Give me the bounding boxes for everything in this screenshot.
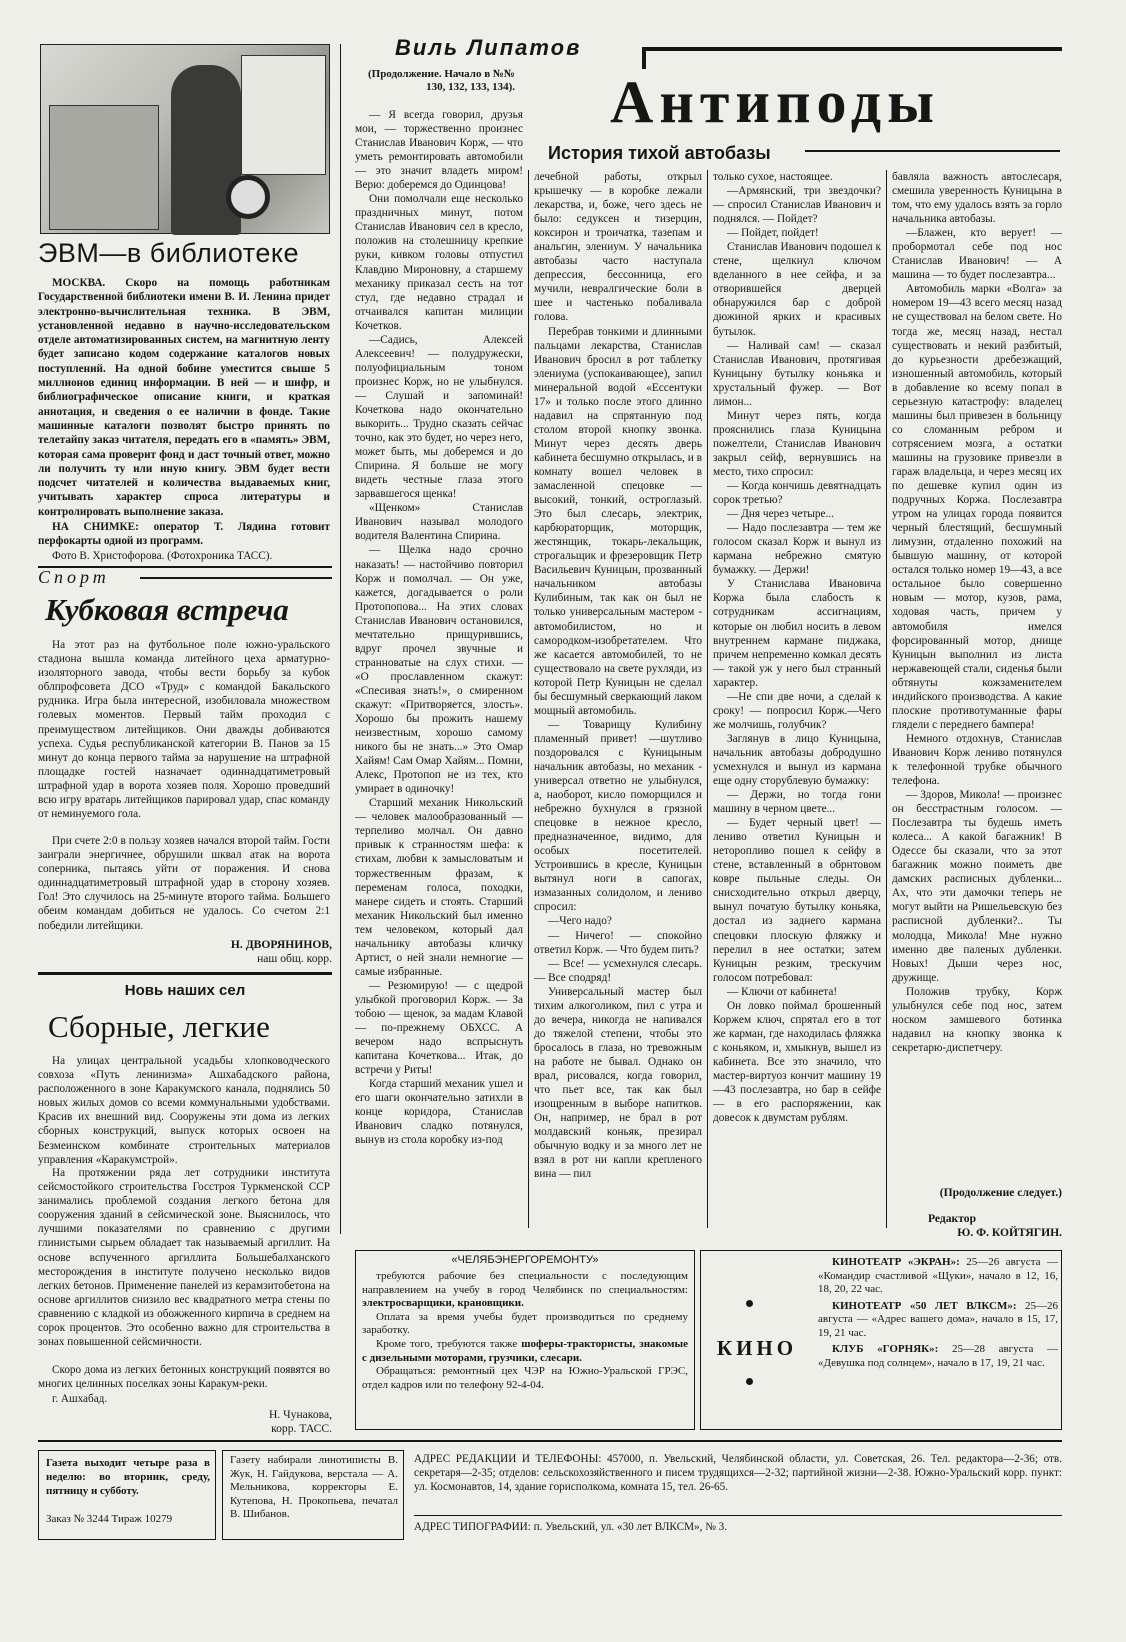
footer-address: АДРЕС РЕДАКЦИИ И ТЕЛЕФОНЫ: 457000, п. Увельский, Челябинской области, ул. Советская, 26. Тел. редактора—2-36; отв. секретаря—2-35; отделов: сельскохозяйственного и писем трудящихся—2-32; партийной жизни—2-38. Южно-Уральский корр. пункт: ул. Космонавтов, 14, здание горисполкома, комната 15, тел. 26-65. (414, 1453, 1062, 1493)
story-col-3 (713, 170, 881, 1230)
sport-p1: На этот раз на футбольное поле южно-уральского стадиона вышла команда литейного цеха арматурно-изоляторного завода, чтобы вести борьбу за кубок облпрофсовета ДСО «Труд» с командой Бакальского рудника. Игра была интересной, изобиловала множеством голевых моментов. Первый тайм проходил с преимуществом литейщиков. Они дважды добиваются успеха. Судья республиканской категории В. Панов за 15 минут до конца первого тайма за нарушение на штрафной площадке гостей назначает одиннадцатиметровый штрафной удар в ворота хозяев поля. Хорошо проведший всю игру вратарь литейщиков парировал удар, спас команду от неминуемого гола. (38, 639, 330, 821)
story-col3-p: Минут через пять, когда прояснились глаза Куницына пожелтели, Станислав Иванович закрыл сейф, вернувшись на место, тихо спросил: (713, 409, 881, 478)
evm-caption: НА СНИМКЕ: оператор Т. Лядина готовит перфокарты одной из программ. (38, 521, 330, 548)
story-col1-p: — Я всегда говорил, друзья мои, — торжественно произнес Станислав Иванович Корж, — что уметь ремонтировать автомобили — это значит владеть миром! Верю: доберемся до Одинцова! (355, 109, 523, 192)
footer-staff: Газету набирали линотиписты В. Жук, Н. Гайдукова, верстала — А. Мельникова, корректоры Е. Кутепова, Н. Прокопьева, печатал В. Шибанов. (230, 1454, 398, 1520)
story-col1-p: — Резюмирую! — с щедрой улыбкой проговорил Корж. — За тобою — щенок, за мадам Клавой — по-прежнему ОБХСС. А вечером надо вспрыснуть капитана Кочеткова... Итак, до встречи у Риты! (355, 979, 523, 1077)
story-col3-p: Он ловко поймал брошенный Коржем ключ, спрятал его в тот же карман, где находилась фляжка с коньяком, и, хмыкнув, вышел из кабинета. Все это значило, что мастер-виртуоз кончит машину 19—43 послезавтра, но бар в сейфе — в его распоряжении, как довесок к двумстам рублям. (713, 999, 881, 1125)
footer-order: Заказ № 3244 Тираж 10279 (46, 1513, 173, 1525)
story-col3-p: —Армянский, три звездочки? — спросил Станислав Иванович и поднялся. — Пойдет? (713, 185, 881, 226)
footer-print-address: АДРЕС ТИПОГРАФИИ: п. Увельский, ул. «30 лет ВЛКСМ», № 3. (414, 1521, 728, 1533)
story-col3-p: — Дня через четыре... (727, 508, 835, 521)
story-col3-p: только сухое, настоящее. (713, 171, 833, 183)
story-col4-p: Положив трубку, Корж улыбнулся себе под нос, затем носком замшевого ботинка надавил на кнопку звонка к секретарю-диспетчеру. (892, 985, 1062, 1054)
villages-author: Н. Чунакова, (268, 1408, 332, 1421)
story-col3-p: — Когда кончишь девятнадцать сорок третью? (713, 480, 881, 507)
kino-e1-text: 25—26 августа — «Командир счастливой «Щуки», начало в 12, 16, 18, 20, 22 час. (818, 1256, 1058, 1295)
story-col3-p: — Держи, но тогда гони машину в черном цвете... (713, 789, 881, 816)
ad-p1-text: требуются рабочие без специальности с последующим направлением на учебу в город Челябинск по специальностям: (362, 1270, 688, 1296)
villages-p2: На протяжении ряда лет сотрудники института сейсмостойкого строительства Госстроя Туркменской ССР занимались проблемой создания легкого бетона для сооружения зданий в сейсмической зоне. Выяснилось, что лучшими показателями по сравнению с другими глинистыми сырьем обладает так называемый аргиллит. На основе вспученного аргиллита Большебалханского месторождения в институте получено несколько видов легких бетонов. Применение панелей из керамзитобетона на основе аргиллитов снизило вес квадратного метра стены по сравнению с кладкой из обожженного кирпича в среднем на сорок процентов. Это особенно важно для строительства в зонах повышенной сейсмичности. (38, 1167, 330, 1349)
story-col-divider-2 (707, 170, 708, 1228)
story-title: Антиподы (610, 69, 940, 135)
ad-p3-text: Кроме того, требуются также (376, 1337, 518, 1350)
story-col3-p: — Ключи от кабинета! (727, 985, 838, 998)
evm-text: МОСКВА. Скоро на помощь работникам Государственной библиотеки имени В. И. Ленина придет электронно-вычислительная техника. В ЭВМ, установленной недавно в научно-исследовательском отделе автоматизированных систем, на магнитную ленту будет записано кодом содержание каталогов новых поступлений. На одной бобине уместится свыше 5 миллионов единиц информации. В ней — и шифр, и библиографическое описание книги, и краткая аннотация, и сведения о ее наличии в фонде. Такие машинные каталоги позволят быстро принять по телетайпу заказ читателя, передать его в «память» ЭВМ, которая сама проверит фонд и даст точный ответ, можно ли получить ту или иную книгу. ЭВМ будет вести подсчет читателей и количества выдаваемых книг, учитывать характер спроса литературы и контролировать выполнение заказа. (38, 277, 330, 518)
evm-headline: ЭВМ—в библиотеке (38, 238, 300, 268)
sport-author-role: наш общ. корр. (257, 952, 332, 965)
column-divider (340, 44, 341, 1234)
story-col4-p: —Блажен, кто верует! — пробормотал себе под нос Станислав Иванович! — А машина — то будет послезавтра... (892, 227, 1062, 282)
photo-operator (40, 44, 330, 234)
ad-p1-bold: электросварщики, крановщики. (362, 1297, 524, 1310)
story-col3-p: Станислав Иванович подошел к стене, щелкнул ключом вделанного в нее сейфа, и за отворившейся дверцей обнаружился бар с доброй дюжиной ярких и красивых бутылок. (713, 241, 881, 338)
story-col2-p: — Все! — усмехнулся слесарь. — Все сподряд! (534, 957, 702, 984)
story-col1-p: Они помолчали еще несколько праздничных минут, потом Станислав Иванович сел в кресло, положив на столешницу крепкие руки, кивком головы отпустил Клавдию Мироновну, а старшему механику приказал сесть на тот стул, где недавно страдал и отчаивался капитан милиции Кочетков. (355, 193, 523, 332)
story-col3-p: У Станислава Ивановича Коржа была слабость к сотрудникам ассигнациям, которые он любил носить в левом внутреннем кармане пиджака, причем непременно комкал десять — такой уж у него был странный характер. (713, 578, 881, 689)
story-col3-p: — Пойдет, пойдет! (727, 227, 819, 240)
kino-e1-name: КИНОТЕАТР «ЭКРАН»: (832, 1256, 960, 1268)
story-col2-p: —Чего надо? (548, 915, 612, 928)
editor-name: Ю. Ф. КОЙТЯГИН. (957, 1226, 1062, 1239)
kino-dot-bottom (746, 1378, 753, 1385)
story-author: Виль Липатов (395, 35, 582, 60)
story-col3-p: — Надо послезавтра — тем же голосом сказал Корж и вынул из кармана небрежно смятую бумажку. — Держи! (713, 522, 881, 577)
title-rule-top (642, 47, 1062, 51)
photo-shelf (241, 55, 326, 175)
ad-text (362, 1270, 688, 1392)
story-col2-p: — Ничего! — спокойно ответил Корж. — Что будем пить? (534, 929, 702, 956)
ad-p1 (362, 1270, 688, 1311)
sport-headline: Кубковая встреча (45, 592, 289, 627)
kino-entry-ekran (818, 1256, 1058, 1297)
story-col3-p: —Не спи две ночи, а сделай к сроку! — попросил Корж.—Чего же молчишь, голубчик? (713, 690, 881, 731)
story-col4-p: Немного отдохнув, Станислав Иванович Корж лениво потянулся к телефонной трубке обычного телефона. (892, 732, 1062, 788)
story-col1-p: Когда старший механик ушел и его шаги окончательно затихли в конце коридора, Станислав Иванович сладко потянулся, вынув из стола коробку из-под (355, 1078, 523, 1147)
divider-sport-villages (38, 972, 332, 975)
story-col-4 (892, 170, 1062, 1182)
villages-headline: Сборные, легкие (48, 1009, 270, 1044)
ad-p3-bold: шоферы-трактористы, знакомые с дизельными моторами, грузчики, слесари. (362, 1337, 688, 1364)
kino-entry-vlksm (818, 1300, 1058, 1341)
footer-rule (38, 1440, 1062, 1442)
evm-credit: Фото В. Христофорова. (Фотохроника ТАСС). (52, 550, 273, 562)
story-col-2 (534, 170, 702, 1230)
villages-p1: На улицах центральной усадьбы хлопководческого совхоза «Путь ленинизма» Ашхабадского района, расположенного в зоне Каракумского канала, поднялись 50 новых жилых домов со всеми коммунальными удобствами. Красив их внешний вид. Сооружены эти дома из легких сборных конструкций, выпуск которых освоен на Безмеинском комбинате строительных материалов управления «Каракумстрой». (38, 1055, 330, 1166)
story-col2-p: Перебрав тонкими и длинными пальцами лекарства, Станислав Иванович бросил в рот таблетку элениума (успокаивающее), запил минеральной водой «Ессентуки 17» и только после этого длинно надавил на спрятанную под столом второй кнопку звонка. Минут через десять дверь кабинета бесшумно открылась, и в комнату вошел человек в замасленной спецовке — высокий, тонкий, остроглазый. Это был слесарь, электрик, карбюраторщик, моторщик, жестянщик, токарь-лекальщик, строгальщик и фрезеровщик Петр Васильевич Куницын, прозванный начальником автобазы Кулибиным, так как он был не только универсальным мастером - автомобилистом, но и самородком-изобретателем. Что же касается автомобилей, то не существовало на свете рухляди, из которой Петр Куницын не сделал бы бесшумный сверкающий лаком мощный автомобиль. (534, 325, 702, 717)
story-col2-p: лечебной работы, открыл крышечку — в коробке лежали лекарства, и, боже, чего здесь не было: седуксен и тизерцин, коксирон и троичатка, тазепам и анальгин, элениум. У начальника автобазы часто наступала депрессия, бессонница, его мучили, невралгические боли в шее и частенько побаливала голова. (534, 171, 702, 324)
villages-p3: Скоро дома из легких бетонных конструкций появятся во многих целинных поселках зоны Каракум-реки. (38, 1364, 330, 1391)
villages-rubric: Новь наших сел (124, 982, 246, 999)
story-subtitle: История тихой автобазы (548, 143, 771, 163)
subtitle-rule (805, 150, 1060, 152)
sport-p2: При счете 2:0 в пользу хозяев начался второй тайм. Гости заиграли энергичнее, обрушили шквал атак на ворота соперника, пытаясь уйти от поражения. И снова одиннадцатиметровый штрафной удар в сторону хозяев. Гол! Это случилось на 25-минуте второго тайма. Большего обеим командам добиться не удалось. Со счетом 2:1 победили литейщики. (38, 835, 330, 932)
story-col3-p: — Будет черный цвет! — ленивo ответил Куницын и неторопливо пошел к сейфу в стене, вставленный в обрнтовом ковре пыльные следы. Он снисходительно открыл дверцу, вынул початую бутылку коньяка, достал из заднего кармана спецовки плоскую фляжку и перелил в нее остатки; затем Куницын резким, трескучим голосом потребовал: (713, 817, 881, 984)
story-end: (Продолжение следует.) (939, 1186, 1062, 1199)
story-col-divider-3 (886, 170, 887, 1228)
story-col4-p: Автомобиль марки «Волга» за номером 19—43 всего месяц назад не существовал на белом свете. Но тогда же, месяц назад, нестал существовать и некий разбитый, до курьезности дребезжащий, изношенный автомобиль, который в добавление ко всему попал в серьезную катастрофу: владелец машины был привезен в больницу со сломанным ребром и сотрясением мозга, а остатки машины на грузовике привезли в гараж владельца, и через месяц их по дешевке купил один из подручных Коржа. Послезавтра утром на улицах города появится черный блестящий, бесшумный лимузин, отдаленно похожий на бывшую машину, от которой остался только номер 19—43, а все остальное было совершенно новым — мотор, кузов, рама, ходовая часть, причем у автомобиля имелся форсированный мотор, днище Куницын выполнил из листа нержавеющей стали, сиденья были обтянуты кожзаменителем индийского производства. А какие плоские противотуманные фары глядели с переднего бампера! (892, 283, 1062, 731)
story-col3-p: — Наливай сам! — сказал Станислав Иванович, протягивая Куницыну бутылку коньяка и хрустальный фужер. — Вот лимон... (713, 339, 881, 408)
kino-entries (818, 1256, 1058, 1370)
sport-rubric: Спорт (38, 567, 110, 587)
kino-e2-text: 25—26 августа — «Адрес вашего дома», начало в 15, 17, 19, 21 час. (818, 1299, 1059, 1339)
ad-title: «ЧЕЛЯБЭНЕРГОРЕМОНТУ» (451, 1254, 599, 1266)
footer-address-rule (414, 1515, 1062, 1516)
story-col1-p: —Садись, Алексей Алексеевич! — полудружески, полуофициальным тоном произнес Корж, но не улыбнулся. — Слушай и запоминай! Кочеткова надо окончательно выкорить... Трудно сказать сейчас точно, как это будет, но через него, может быть, мы доберемся и до Спирина. Я больше не могу видеть честные глаза этого зарвавшегося щенка! (355, 333, 523, 501)
story-col2-p: Универсальный мастер был тихим алкоголиком, пил с утра и до вечера, никогда не напивался до тяжелой степени, чтобы это бросалось в глаза, но тревожным на работе не бывал. Однако он врал, рисовался, когда говорил, что пьет все, так как был изощренным в выборе напитков. Он, например, не брал в рот молдавский коньяк, презирал обычную водку и за много лет не взял в рот ни капли крепленого вина — пил (534, 985, 702, 1181)
kino-e3-name: КЛУБ «ГОРНЯК»: (832, 1343, 939, 1355)
story-col2-p: — Товарищу Кулибину пламенный привет! —шутливо поздоровался с Куницыным начальник автобазы, но механик - универсал ответно не улыбнулся, а, наоборот, кисло поморщился и небрежно бухнулся в грязной спецовке в нежное кресло, предназначенное, видимо, для особых посетителей. Устроившись в кресле, Куницын вытянул ноги в сапогах, измазанных солидолом, и лениво спросил: (534, 718, 702, 914)
footer-schedule: Газета выходит четыре раза в неделю: во вторник, среду, пятницу и субботу. (46, 1457, 210, 1497)
divider-sport-line (140, 577, 332, 579)
story-col1-p: Старший механик Никольский — человек малообразованный — терпеливо молчал. Он давно привык к странностям шефа: к стихам, любви к замысловатым и торжественным фразам, к переменам голоса, походки, манере сидеть и стоять. Старший механик Никольский был именно тем человеком, который дал начальнику автобазы кличку Артист, о ней знали немногие — самые избранные. (355, 797, 523, 978)
story-col-1 (355, 108, 523, 1228)
kino-label: КИНО (716, 1336, 798, 1360)
sport-author: Н. ДВОРЯНИНОВ, (230, 938, 332, 951)
villages-place: г. Ашхабад. (52, 1393, 108, 1405)
story-col4-p: — Здоров, Микола! — произнес он бесстрастным голосом. — Послезавтра ты будешь иметь колеса... А какой багажник! В Одессе бы сказали, что за этот багажник можно поиметь две дамских расписных дубленки... Ах, что эти дамочки теперь не могут выйти на Ришельевскую без расписной дубленки?.. Ты молодца, Микола! Мне нужно именно две паленых дубленки. Новых! Дыши через нос, дружище. (892, 789, 1062, 984)
story-col1-p: «Щенком» Станислав Иванович называл молодого водителя Валентина Спирина. (355, 502, 523, 543)
story-col1-p: — Щелка надо срочно наказать! — настойчиво повторил Корж и помолчал. — Он уже, кажется, догадывается о роли Протопопова... На этих словах Станислав Иванович остановился, мечтательно прищурившись, вдруг прочел звучные и странноватые на слух стихи. — «О прославленном скажут: «Спесивая знать!», о смиренном скажут: «Притворяется, злость». Хорошо бы прожить нашему неизвестным, хорошо самому никого бы не знать...» Это Омар Хайям! Сам Омар Хайям... Помни, Алекс, Протопоп не из тех, кто умирает в одиночку! (355, 544, 523, 796)
story-col-divider-1 (528, 170, 529, 1228)
editor-label: Редактор (927, 1212, 977, 1225)
story-col4-p: бавляла важность автослесаря, смешила уверенность Куницына в том, что ему удалось взять за горло начальника автобазы. (892, 171, 1062, 226)
ad-p3 (362, 1338, 688, 1365)
kino-e3-text: 25—28 августа — «Девушка под солнцем», начало в 17, 19, 21 час. (818, 1343, 1058, 1369)
photo-cabinet (49, 105, 159, 230)
kino-entry-gornyak (818, 1343, 1058, 1370)
kino-e2-name: КИНОТЕАТР «50 ЛЕТ ВЛКСМ»: (832, 1299, 1017, 1312)
villages-author-role: корр. ТАСС. (271, 1422, 332, 1435)
photo-reel (226, 175, 270, 219)
kino-dot-top (746, 1300, 753, 1307)
story-continuation: (Продолжение. Начало в №№ 130, 132, 133, 134). (367, 68, 515, 93)
ad-p4: Обращаться: ремонтный цех ЧЭР на Южно-Уральской ГРЭС, отдел кадров или по телефону 92-4-04. (362, 1365, 688, 1391)
ad-p2: Оплата за время учебы будет производиться по среднему заработку. (362, 1310, 688, 1337)
story-col3-p: Заглянув в лицо Куницына, начальник автобазы добродушно усмехнулся и вынул из кармана еще одну сторублевую бумажку: (713, 732, 881, 788)
